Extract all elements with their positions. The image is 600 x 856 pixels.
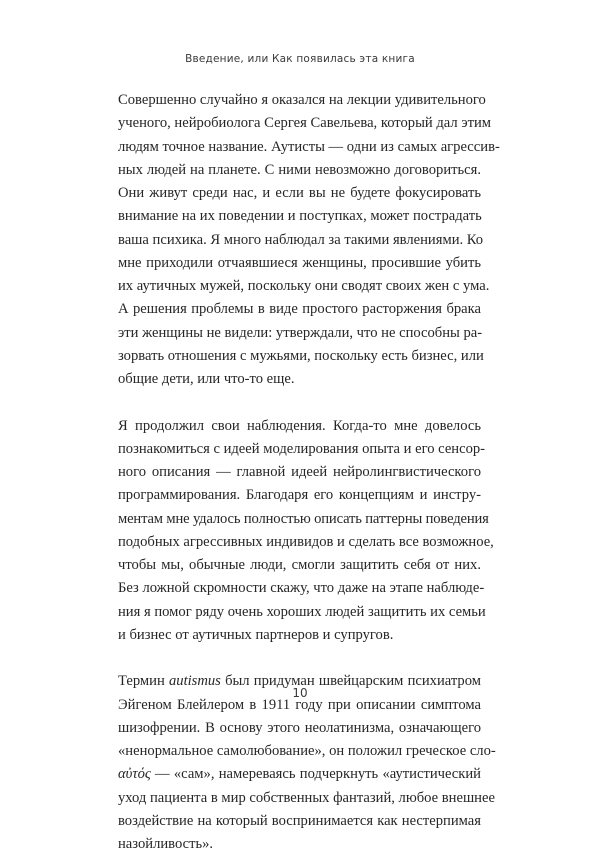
text-line: и бизнес от аутичных партнеров и супругов. — [118, 626, 394, 643]
text-line: ных людей на планете. С ними невозможно договориться. — [118, 161, 481, 178]
text-line: Без ложной скромности скажу, что даже на этапе наблюде- — [118, 580, 485, 597]
text-line: чтобы мы, обычные люди, смогли защитить себя от них. — [118, 557, 481, 573]
text-line: ученого, нейробиолога Сергея Савельева, который дал этим — [118, 115, 492, 132]
text-line: ного описания — главной идеей нейролингвистического — [118, 464, 481, 480]
text-line: Эйгеном Блейлером в 1911 году при описании симптома — [118, 696, 481, 713]
text-line: Они живут среди нас, и если вы не будете фокусировать — [118, 185, 481, 201]
text-line: Я продолжил свои наблюдения. Когда-то мне довелось — [118, 417, 481, 434]
text-line: мне приходили отчаявшиеся женщины, просившие убить — [118, 254, 481, 271]
text-line: их аутичных мужей, поскольку они сводят своих жен с ума. — [118, 278, 490, 294]
text-line: воздействие на который воспринимается как нестерпимая — [118, 812, 481, 829]
body-text — [118, 89, 500, 856]
text-line: Совершенно случайно я оказался на лекции удивительного — [118, 92, 486, 108]
text-line: подобных агрессивных индивидов и сделать все возможное, — [118, 533, 494, 550]
text-segment: — «сам», намереваясь подчеркнуть «аутистический — [150, 766, 481, 783]
text-line: «ненормальное самолюбование», он положил греческое сло- — [118, 743, 496, 759]
text-line: назойливость». — [118, 836, 214, 852]
text-line: А решения проблемы в виде простого расторжения брака — [118, 301, 481, 318]
text-segment: Термин — [118, 673, 169, 690]
italic-term: αὐτός — [118, 766, 151, 783]
text-line: ментам мне удалось полностью описать паттерны поведения — [118, 510, 489, 527]
page-number: 10 — [292, 686, 308, 700]
text-line: шизофрении. В основу этого неолатинизма, означающего — [118, 719, 481, 736]
italic-term: autismus — [168, 673, 221, 690]
text-line: ния я помог ряду очень хороших людей защитить их семьи — [118, 603, 486, 620]
text-line: программирования. Благодаря его концепциям и инстру- — [118, 487, 481, 504]
text-line: ваша психика. Я много наблюдал за такими явлениями. Ко — [118, 231, 484, 248]
text-line: общие дети, или что-то еще. — [118, 371, 295, 387]
running-header: Введение, или Как появилась эта книга — [185, 53, 415, 65]
text-segment: был придуман швейцарским психиатром — [220, 673, 481, 690]
text-line: людям точное название. Аутисты — одни из самых агрессив- — [118, 138, 500, 155]
paragraph — [118, 89, 500, 391]
text-line: зорвать отношения с мужьями, поскольку есть бизнес, или — [118, 347, 484, 364]
text-line — [118, 763, 481, 786]
text-line: эти женщины не видели: утверждали, что не способны ра- — [118, 324, 483, 341]
text-line: уход пациента в мир собственных фантазий, любое внешнее — [118, 789, 495, 806]
text-line: внимание на их поведении и поступках, может пострадать — [118, 208, 482, 225]
text-line: познакомиться с идеей моделирования опыта и его сенсор- — [118, 440, 486, 457]
paragraph — [118, 415, 494, 648]
